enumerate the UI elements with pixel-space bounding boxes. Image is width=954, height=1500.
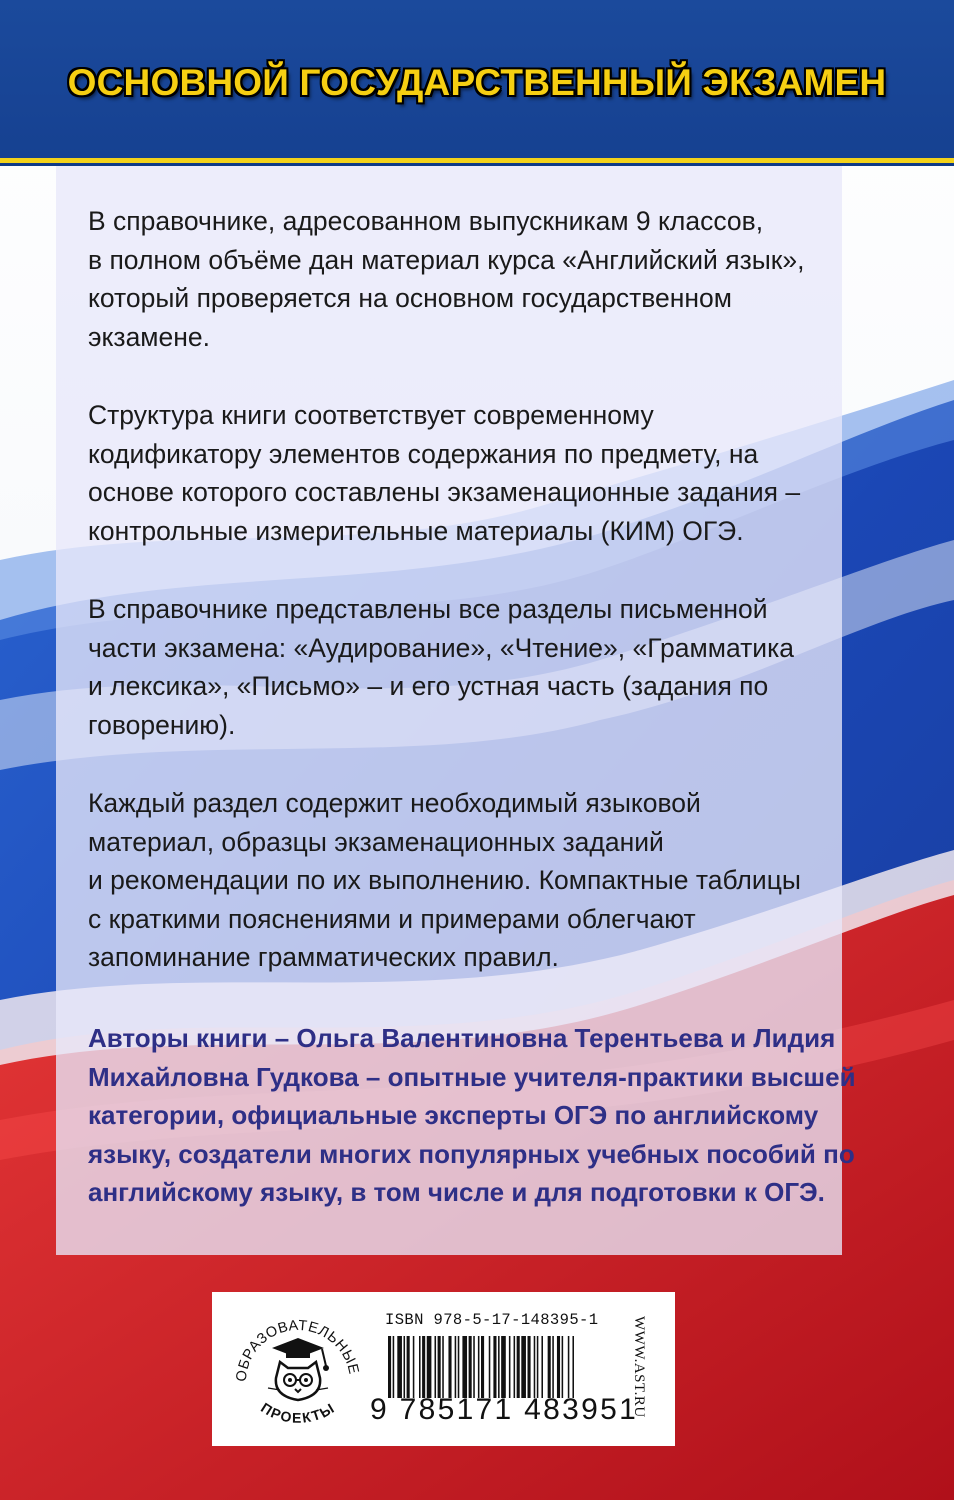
barcode-bar — [422, 1336, 425, 1398]
svg-text:ПРОЕКТЫ — [258, 1399, 338, 1425]
text-line: кодификатору элементов содержания по предмету, на — [88, 438, 759, 469]
barcode-bar — [517, 1336, 520, 1398]
text-line: категории, официальные эксперты ОГЭ по английскому — [88, 1100, 819, 1130]
text-line: с краткими пояснениями и примерами облегчают — [88, 903, 696, 934]
text-line: говорению). — [88, 709, 236, 740]
graduate-cat-icon — [268, 1338, 329, 1400]
barcode-bar — [552, 1336, 554, 1398]
barcode-bar — [521, 1336, 526, 1398]
text-line: английскому языку, в том числе и для подготовки к ОГЭ. — [88, 1177, 825, 1207]
barcode-bar — [537, 1336, 539, 1398]
text-line: материал, образцы экзаменационных заданий — [88, 826, 664, 857]
text-line: контрольные измерительные материалы (КИМ) ОГЭ. — [88, 515, 744, 546]
text-line: В справочнике представлены все разделы письменной — [88, 594, 768, 624]
paragraph-authors — [88, 1019, 856, 1212]
barcode-bar — [509, 1336, 511, 1398]
barcode-bar — [462, 1336, 467, 1398]
paragraph-content — [88, 784, 818, 977]
text-line: и рекомендации по их выполнению. Компактные таблицы — [88, 865, 801, 895]
barcode-bar — [557, 1336, 560, 1398]
barcode-digits: 9 785171 483951 — [370, 1393, 639, 1426]
barcode-bar — [572, 1336, 574, 1398]
barcode-bar — [478, 1336, 480, 1398]
barcode-bar — [469, 1336, 472, 1398]
barcode-bar — [438, 1336, 441, 1398]
barcode-bar — [397, 1336, 402, 1398]
barcode-bar — [458, 1336, 460, 1398]
isbn-label: ISBN 978-5-17-148395-1 — [385, 1311, 599, 1329]
text-line: Каждый раздел содержит необходимый языковой — [88, 788, 701, 818]
barcode-bar — [404, 1336, 406, 1398]
series-title: ОСНОВНОЙ ГОСУДАРСТВЕННЫЙ ЭКЗАМЕН — [67, 62, 887, 103]
barcode-bar — [388, 1336, 391, 1398]
barcode-bar — [455, 1336, 457, 1398]
text-line: основе которого составлены экзаменационные задания – — [88, 477, 801, 507]
logo-bottom-text: ПРОЕКТЫ — [258, 1399, 338, 1426]
text-line: Авторы книги – Ольга Валентиновна Терентьева и Лидия — [88, 1023, 836, 1053]
barcode-bar — [481, 1336, 484, 1398]
barcode-bar — [548, 1336, 551, 1398]
barcode-bar — [442, 1336, 444, 1398]
barcode-bar — [435, 1336, 437, 1398]
website-label: WWW.AST.RU — [631, 1316, 647, 1418]
barcode-bar — [498, 1336, 500, 1398]
barcode-bar — [568, 1336, 570, 1398]
barcode-bar — [534, 1336, 536, 1398]
paragraph-intro — [88, 202, 818, 356]
barcode-bar — [501, 1336, 506, 1398]
barcode-bar — [528, 1336, 531, 1398]
text-line: в полном объёме дан материал курса «Английский язык», — [88, 244, 805, 275]
logo-top-text: ОБРАЗОВАТЕЛЬНЫЕ — [233, 1317, 362, 1383]
barcode-bar — [541, 1336, 543, 1398]
barcode-bar — [413, 1336, 415, 1398]
barcode-bars — [388, 1336, 618, 1398]
text-line: экзамене. — [88, 321, 210, 352]
barcode-bar — [407, 1336, 410, 1398]
barcode-bar — [489, 1336, 491, 1398]
barcode-bar — [493, 1336, 496, 1398]
paragraph-structure — [88, 396, 818, 550]
barcode-bar — [427, 1336, 432, 1398]
publisher-logo — [224, 1300, 372, 1440]
text-line: языку, создатели многих популярных учебных пособий по — [88, 1138, 855, 1169]
text-line: В справочнике, адресованном выпускникам 9 классов, — [88, 206, 764, 236]
text-line: части экзамена: «Аудирование», «Чтение», «Грамматика — [88, 632, 794, 663]
paragraph-sections — [88, 590, 818, 744]
text-line: Михайловна Гудкова – опытные учителя-практики высшей — [88, 1061, 856, 1092]
barcode-bar — [514, 1336, 516, 1398]
website-text — [630, 1316, 652, 1436]
text-line: который проверяется на основном государственном — [88, 283, 733, 313]
text-line: Структура книги соответствует современному — [88, 400, 654, 430]
barcode-bar — [448, 1336, 451, 1398]
barcode-bar — [419, 1336, 421, 1398]
text-line: и лексика», «Письмо» – и его устная часть (задания по — [88, 671, 769, 701]
barcode-bar — [562, 1336, 564, 1398]
text-line: запоминание грамматических правил. — [88, 942, 559, 972]
barcode-bar — [473, 1336, 475, 1398]
barcode-bar — [393, 1336, 395, 1398]
